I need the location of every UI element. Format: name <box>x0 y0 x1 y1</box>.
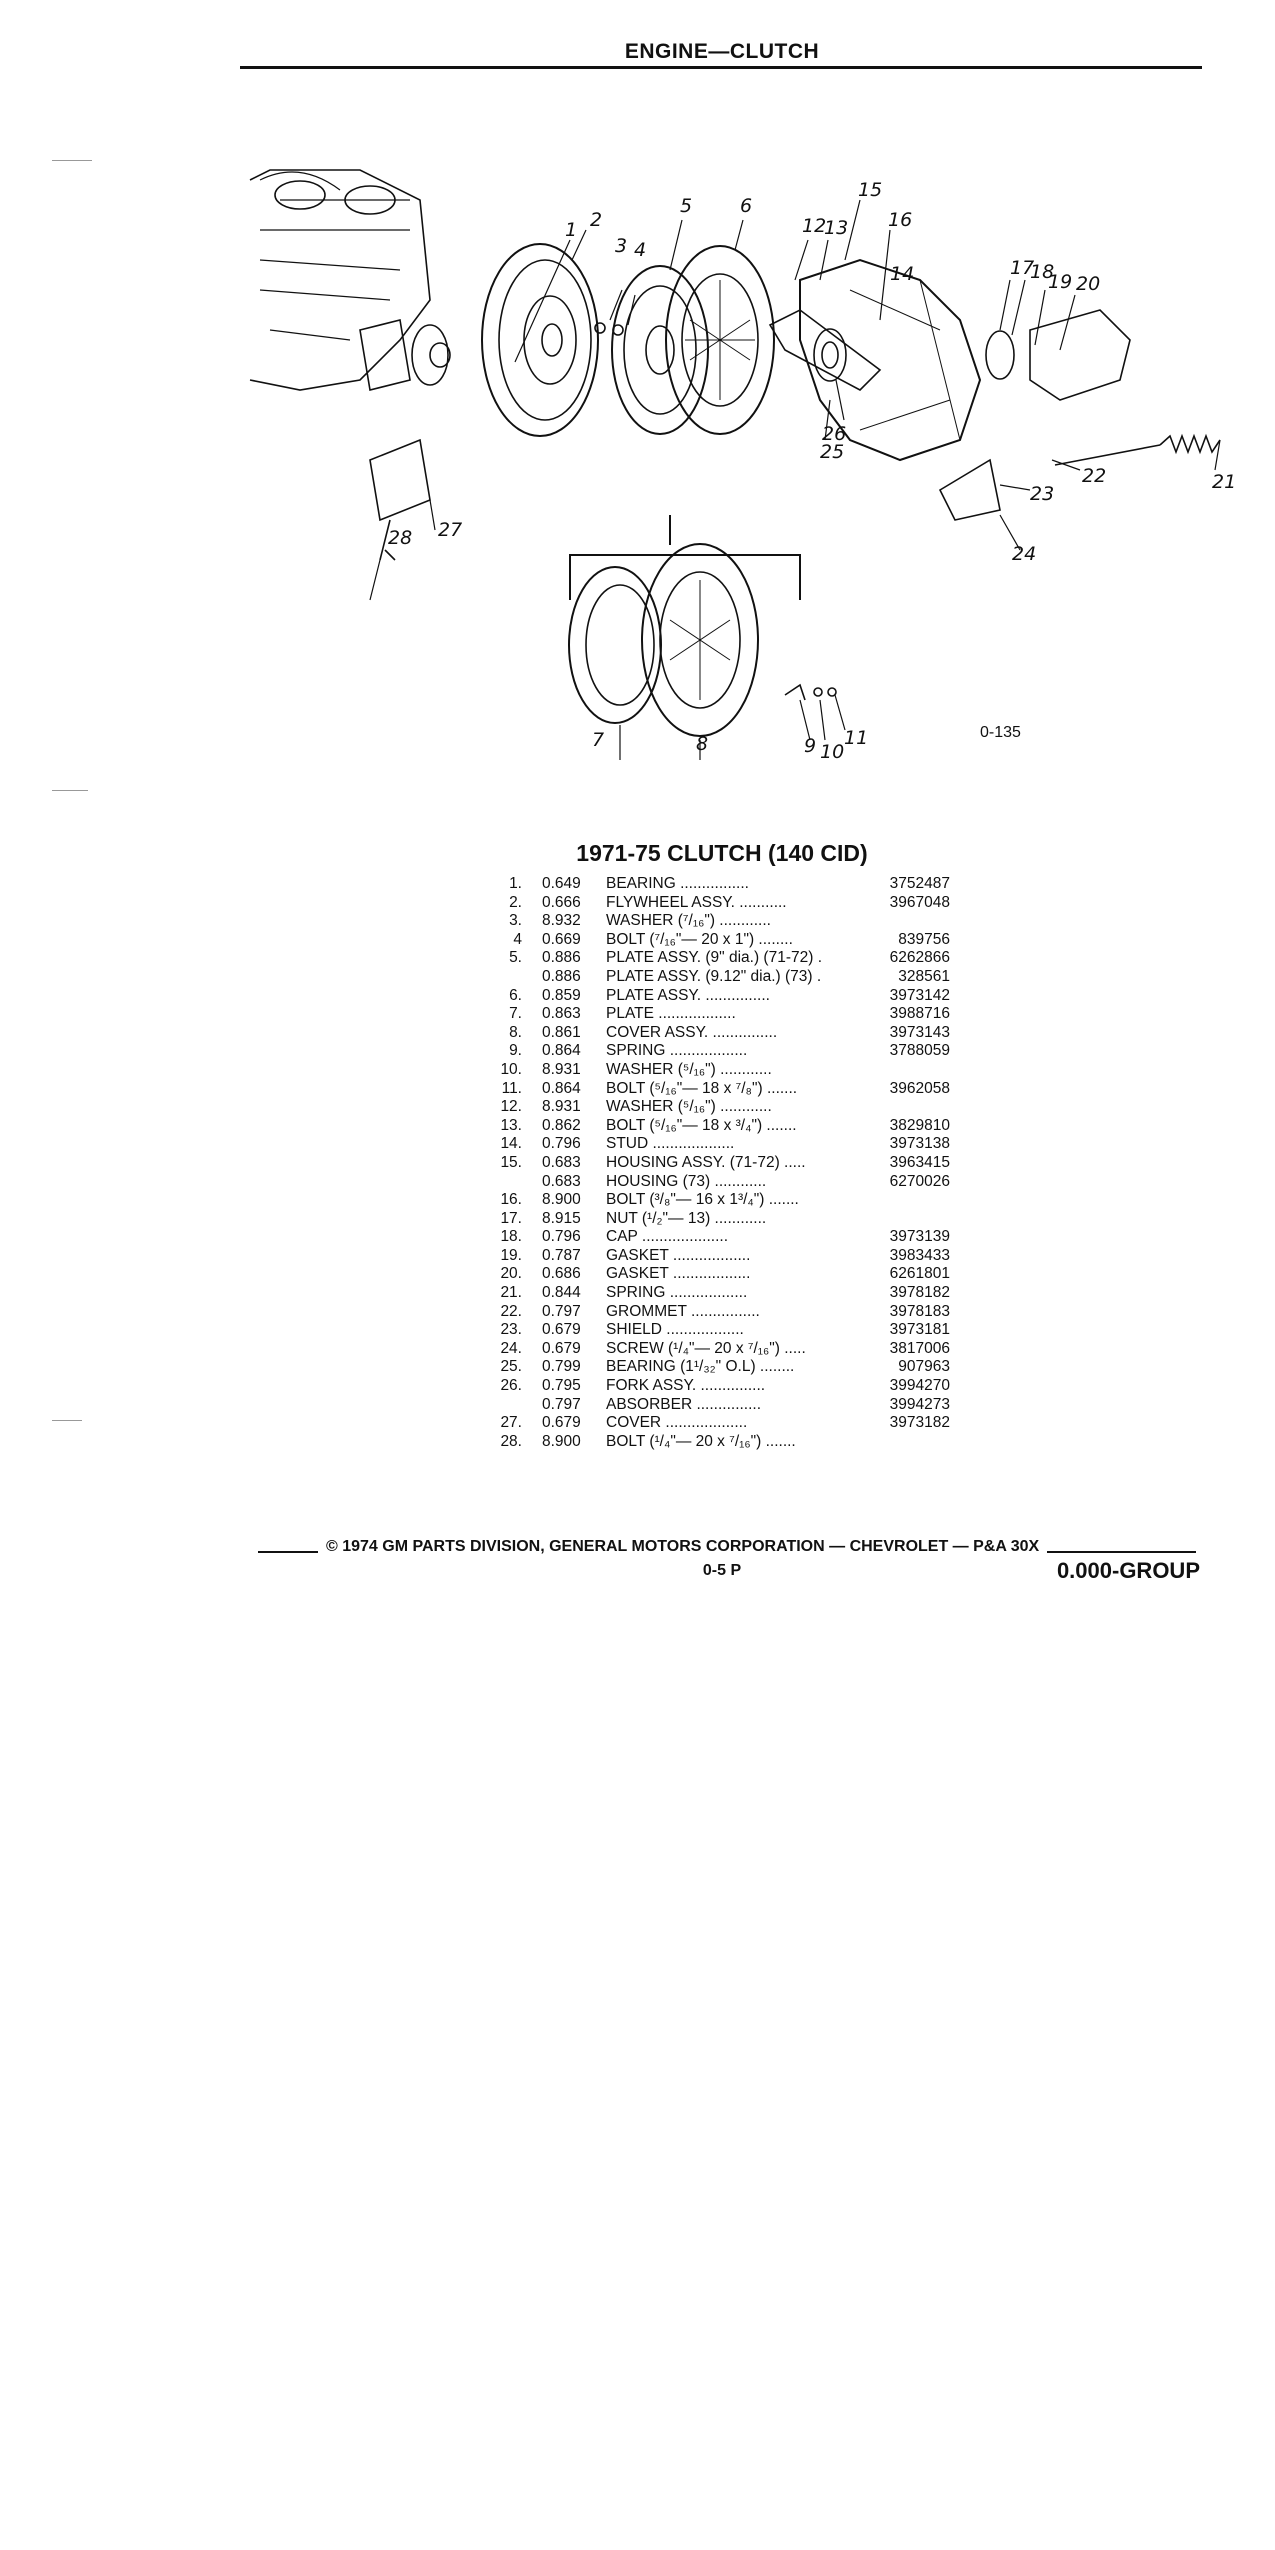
parts-list <box>480 875 980 1451</box>
part-description: WASHER (⁷/₁₆") ............ <box>606 912 771 930</box>
part-description: BOLT (¹/₄"— 20 x ⁷/₁₆") ....... <box>606 1432 796 1450</box>
parts-list-row <box>480 1135 980 1154</box>
part-description: WASHER (⁵/₁₆") ............ <box>606 1098 772 1116</box>
group-number: 8.931 <box>542 1098 581 1116</box>
group-number: 0.669 <box>542 930 581 948</box>
part-number: 3817006 <box>889 1339 950 1357</box>
callout-9: 9 <box>804 735 817 757</box>
part-number: 3978182 <box>889 1284 950 1302</box>
part-number: 3988716 <box>889 1005 950 1023</box>
parts-list-row <box>480 1303 980 1322</box>
part-number: 3983433 <box>889 1246 950 1264</box>
part-number: 3973142 <box>889 986 950 1004</box>
parts-list-row <box>480 875 980 894</box>
item-number: 20. <box>500 1265 522 1283</box>
part-description: STUD ................... <box>606 1135 735 1153</box>
part-description: HOUSING (73) ............ <box>606 1172 767 1190</box>
parts-list-row <box>480 949 980 968</box>
parts-list-row <box>480 1358 980 1377</box>
part-description: SCREW (¹/₄"— 20 x ⁷/₁₆") ..... <box>606 1339 806 1357</box>
parts-list-row <box>480 912 980 931</box>
item-number: 11. <box>501 1079 522 1097</box>
parts-list-row <box>480 1340 980 1359</box>
header-rule <box>240 66 1202 69</box>
group-number: 8.932 <box>542 912 581 930</box>
part-number: 3973143 <box>889 1023 950 1041</box>
item-number: 17. <box>500 1209 522 1227</box>
callout-18: 18 <box>1030 261 1055 283</box>
parts-list-row <box>480 1228 980 1247</box>
callout-28: 28 <box>388 527 413 549</box>
group-label: 0.000-GROUP <box>1056 1558 1200 1583</box>
callout-5: 5 <box>680 195 693 217</box>
part-number: 3752487 <box>889 875 950 892</box>
item-number: 8. <box>509 1023 522 1041</box>
callout-27: 27 <box>438 519 463 541</box>
callout-13: 13 <box>824 217 849 239</box>
scan-mark <box>52 160 92 161</box>
part-description: GASKET .................. <box>606 1265 751 1283</box>
group-number: 0.787 <box>542 1246 581 1264</box>
group-number: 8.900 <box>542 1191 581 1209</box>
parts-list-row <box>480 1265 980 1284</box>
group-number: 0.862 <box>542 1116 581 1134</box>
item-number: 16. <box>500 1191 522 1209</box>
callout-16: 16 <box>888 209 913 231</box>
part-number: 6270026 <box>889 1172 950 1190</box>
page-header-title: ENGINE—CLUTCH <box>624 40 820 63</box>
part-description: COVER ASSY. ............... <box>606 1023 778 1041</box>
parts-list-row <box>480 1154 980 1173</box>
part-description: CAP .................... <box>606 1228 729 1246</box>
item-number: 4 <box>513 930 522 948</box>
part-number: 3963415 <box>889 1153 950 1171</box>
callout-24: 24 <box>1012 543 1037 565</box>
item-number: 3. <box>509 912 522 930</box>
callout-17: 17 <box>1010 257 1035 279</box>
part-number: 3973181 <box>889 1321 950 1339</box>
parts-list-row <box>480 1080 980 1099</box>
parts-list-row <box>480 968 980 987</box>
item-number: 2. <box>509 893 522 911</box>
callout-8: 8 <box>696 733 709 755</box>
parts-list-row <box>480 1377 980 1396</box>
callout-15: 15 <box>858 179 883 201</box>
part-description: BEARING (1¹/₃₂" O.L) ........ <box>606 1358 795 1376</box>
parts-list-row <box>480 1098 980 1117</box>
group-number: 0.861 <box>542 1023 581 1041</box>
part-description: HOUSING ASSY. (71-72) ..... <box>606 1153 806 1171</box>
part-description: BOLT (⁷/₁₆"— 20 x 1") ........ <box>606 930 793 948</box>
part-description: PLATE ASSY. ............... <box>606 986 770 1004</box>
group-number: 0.799 <box>542 1358 581 1376</box>
parts-list-row <box>480 1117 980 1136</box>
part-description: FLYWHEEL ASSY. ........... <box>606 893 787 911</box>
group-number: 0.679 <box>542 1414 581 1432</box>
parts-list-row <box>480 1396 980 1415</box>
parts-list-row <box>480 1433 980 1452</box>
item-number: 18. <box>500 1228 522 1246</box>
parts-list-row <box>480 1191 980 1210</box>
scan-mark <box>52 1420 82 1421</box>
part-number: 3829810 <box>889 1116 950 1134</box>
callout-1: 1 <box>565 219 578 241</box>
part-description: ABSORBER ............... <box>606 1395 762 1413</box>
part-description: BOLT (⁵/₁₆"— 18 x ⁷/₈") ....... <box>606 1079 798 1097</box>
group-number: 0.686 <box>542 1265 581 1283</box>
part-description: FORK ASSY. ............... <box>606 1377 766 1395</box>
part-number: 907963 <box>898 1358 950 1376</box>
part-number: 3973182 <box>889 1414 950 1432</box>
part-number: 6262866 <box>889 949 950 967</box>
part-number: 3967048 <box>889 893 950 911</box>
part-description: GROMMET ................ <box>606 1302 760 1320</box>
callout-19: 19 <box>1048 271 1073 293</box>
diagram-callouts <box>388 179 1236 763</box>
callout-11: 11 <box>844 727 869 749</box>
group-number: 0.683 <box>542 1153 581 1171</box>
callout-21: 21 <box>1212 471 1237 493</box>
callout-14: 14 <box>890 263 915 285</box>
callout-4: 4 <box>634 239 647 261</box>
group-number: 0.859 <box>542 986 581 1004</box>
copyright-text: © 1974 GM PARTS DIVISION, GENERAL MOTORS CORPORATION — CHEVROLET — P&A 30X <box>326 1538 1040 1555</box>
callout-25: 25 <box>820 441 845 463</box>
group-number: 8.900 <box>542 1432 581 1450</box>
item-number: 25. <box>500 1358 522 1376</box>
group-number: 0.844 <box>542 1284 581 1302</box>
group-number: 0.864 <box>542 1042 581 1060</box>
exploded-clutch-diagram <box>240 140 1240 770</box>
parts-list-row <box>480 1321 980 1340</box>
item-number: 24. <box>500 1339 522 1357</box>
part-number: 3973139 <box>889 1228 950 1246</box>
figure-code: 0-135 <box>980 724 1021 741</box>
group-number: 0.797 <box>542 1395 581 1413</box>
scan-mark <box>52 790 88 791</box>
item-number: 23. <box>500 1321 522 1339</box>
item-number: 21. <box>500 1284 522 1302</box>
item-number: 22. <box>500 1302 522 1320</box>
footer-rule-right <box>1047 1551 1196 1553</box>
part-description: PLATE ASSY. (9" dia.) (71-72) . <box>606 949 823 967</box>
part-description: SPRING .................. <box>606 1284 748 1302</box>
parts-list-row <box>480 1024 980 1043</box>
part-number: 3788059 <box>889 1042 950 1060</box>
part-number: 3962058 <box>889 1079 950 1097</box>
group-number: 0.649 <box>542 875 581 892</box>
group-number: 0.795 <box>542 1377 581 1395</box>
part-description: NUT (¹/₂"— 13) ............ <box>606 1209 767 1227</box>
group-number: 0.666 <box>542 893 581 911</box>
part-description: BOLT (³/₈"— 16 x 1³/₄") ....... <box>606 1191 799 1209</box>
part-description: GASKET .................. <box>606 1246 751 1264</box>
part-description: BEARING ................ <box>606 875 749 892</box>
part-description: COVER ................... <box>606 1414 748 1432</box>
part-description: SHIELD .................. <box>606 1321 744 1339</box>
part-description: BOLT (⁵/₁₆"— 18 x ³/₄") ....... <box>606 1116 797 1134</box>
callout-26: 26 <box>822 423 847 445</box>
item-number: 28. <box>500 1432 522 1450</box>
part-number: 3978183 <box>889 1302 950 1320</box>
section-title: 1971-75 CLUTCH (140 CID) <box>576 840 868 866</box>
callout-2: 2 <box>590 209 603 231</box>
part-number: 3973138 <box>889 1135 950 1153</box>
parts-list-row <box>480 1414 980 1433</box>
group-number: 8.915 <box>542 1209 581 1227</box>
callout-3: 3 <box>615 235 628 257</box>
part-number: 6261801 <box>889 1265 950 1283</box>
callout-6: 6 <box>740 195 753 217</box>
callout-22: 22 <box>1082 465 1107 487</box>
parts-list-row <box>480 894 980 913</box>
parts-list-row <box>480 1247 980 1266</box>
callout-20: 20 <box>1076 273 1101 295</box>
item-number: 27. <box>500 1414 522 1432</box>
group-number: 0.683 <box>542 1172 581 1190</box>
item-number: 9. <box>509 1042 522 1060</box>
item-number: 10. <box>500 1060 522 1078</box>
group-number: 8.931 <box>542 1060 581 1078</box>
parts-list-row <box>480 1210 980 1229</box>
part-number: 328561 <box>898 967 950 985</box>
part-number: 839756 <box>898 930 950 948</box>
part-description: WASHER (⁵/₁₆") ............ <box>606 1060 772 1078</box>
item-number: 7. <box>509 1005 522 1023</box>
part-description: PLATE ASSY. (9.12" dia.) (73) . <box>606 967 822 985</box>
group-number: 0.679 <box>542 1339 581 1357</box>
item-number: 1. <box>509 875 522 892</box>
item-number: 15. <box>500 1153 522 1171</box>
group-number: 0.797 <box>542 1302 581 1320</box>
group-number: 0.863 <box>542 1005 581 1023</box>
callout-10: 10 <box>820 741 845 763</box>
part-description: SPRING .................. <box>606 1042 748 1060</box>
parts-list-row <box>480 1061 980 1080</box>
item-number: 6. <box>509 986 522 1004</box>
group-number: 0.864 <box>542 1079 581 1097</box>
group-number: 0.796 <box>542 1135 581 1153</box>
callout-7: 7 <box>592 729 605 751</box>
footer-copyright <box>258 1538 1196 1556</box>
part-description: PLATE .................. <box>606 1005 736 1023</box>
callout-23: 23 <box>1030 483 1055 505</box>
parts-list-row <box>480 987 980 1006</box>
group-number: 0.886 <box>542 949 581 967</box>
item-number: 19. <box>500 1246 522 1264</box>
group-number: 0.886 <box>542 967 581 985</box>
group-number: 0.796 <box>542 1228 581 1246</box>
parts-list-row <box>480 1005 980 1024</box>
group-number: 0.679 <box>542 1321 581 1339</box>
part-number: 3994270 <box>889 1377 950 1395</box>
parts-list-row <box>480 1173 980 1192</box>
parts-list-row <box>480 931 980 950</box>
item-number: 26. <box>500 1377 522 1395</box>
parts-list-row <box>480 1042 980 1061</box>
footer-rule-left <box>258 1551 318 1553</box>
part-number: 3994273 <box>889 1395 950 1413</box>
item-number: 14. <box>500 1135 522 1153</box>
callout-12: 12 <box>802 215 827 237</box>
parts-list-row <box>480 1284 980 1303</box>
item-number: 12. <box>500 1098 522 1116</box>
item-number: 5. <box>509 949 522 967</box>
item-number: 13. <box>500 1116 522 1134</box>
page-number: 0-5 P <box>702 1562 742 1579</box>
